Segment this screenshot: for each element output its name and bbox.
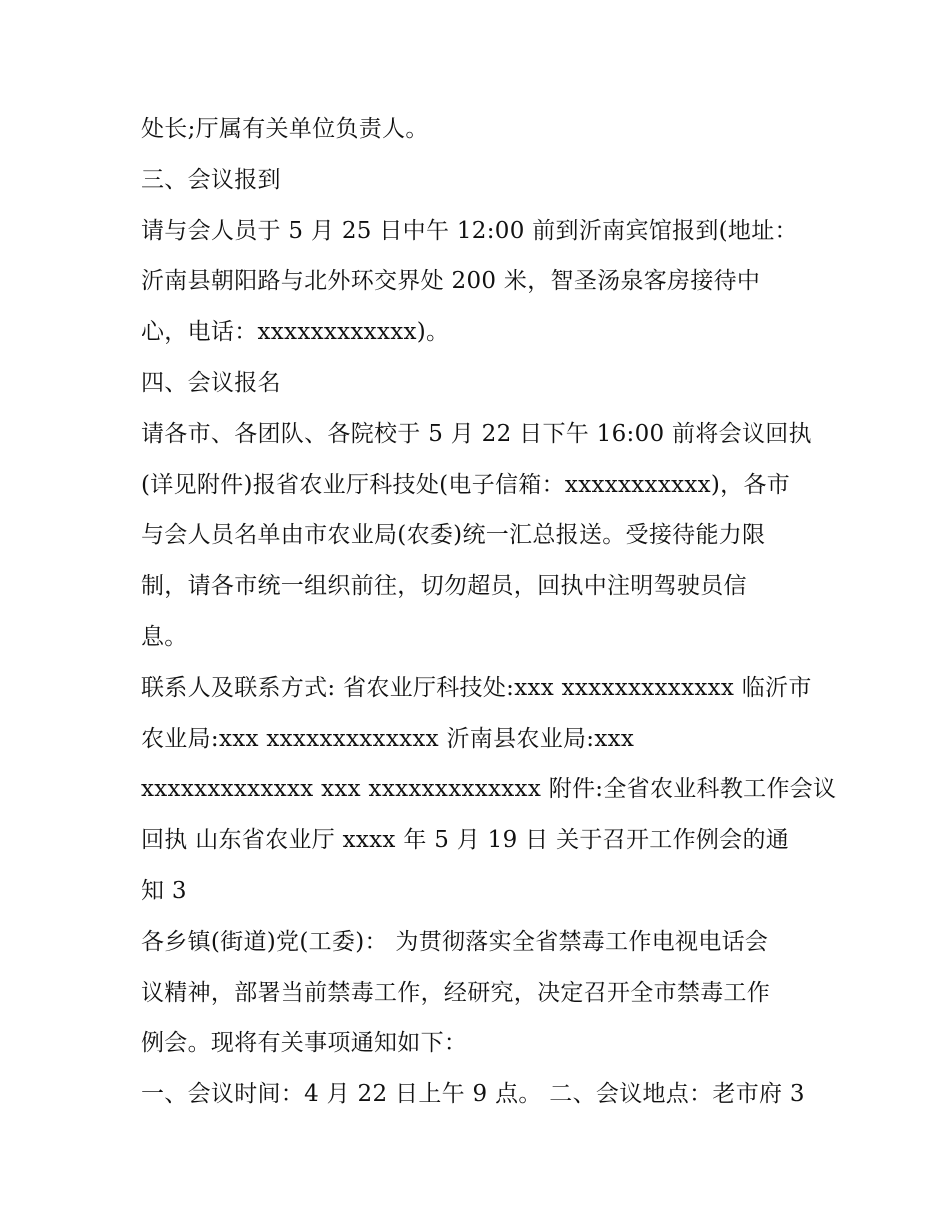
text-line: 请与会人员于 5 月 25 日中午 12:00 前到沂南宾馆报到(地址： xyxy=(141,217,798,244)
text-line: xxxxxxxxxxxxx xxx xxxxxxxxxxxxx 附件:全省农业科教工作会议 xyxy=(141,776,837,803)
text-line: (详见附件)报省农业厅科技处(电子信箱：xxxxxxxxxxx)，各市 xyxy=(141,471,791,498)
text-line: 处长;厅属有关单位负责人。 xyxy=(141,116,429,142)
text-line: 与会人员名单由市农业局(农委)统一汇总报送。受接待能力限 xyxy=(141,522,766,549)
text-line: 息。 xyxy=(141,623,188,650)
text-line: 知 3 xyxy=(141,877,187,904)
text-line: 各乡镇(街道)党(工委)： 为贯彻落实全省禁毒工作电视电话会 xyxy=(141,928,769,955)
text-line: 制，请各市统一组织前往，切勿超员，回执中注明驾驶员信 xyxy=(141,573,747,600)
text-line: 沂南县朝阳路与北外环交界处 200 米，智圣汤泉客房接待中 xyxy=(141,268,761,295)
section-heading: 四、会议报名 xyxy=(141,369,281,396)
text-line: 例会。现将有关事项通知如下： xyxy=(141,1030,468,1057)
text-line: 农业局:xxx xxxxxxxxxxxxx 沂南县农业局:xxx xyxy=(141,725,635,752)
text-line: 一、会议时间：4 月 22 日上午 9 点。 二、会议地点：老市府 3 xyxy=(141,1081,805,1108)
section-heading: 三、会议报到 xyxy=(141,166,281,193)
text-line: 联系人及联系方式: 省农业厅科技处:xxx xxxxxxxxxxxxx 临沂市 xyxy=(141,674,812,701)
document-body xyxy=(141,104,837,1120)
text-line: 回执 山东省农业厅 xxxx 年 5 月 19 日 关于召开工作例会的通 xyxy=(141,827,790,854)
text-line: 议精神，部署当前禁毒工作，经研究，决定召开全市禁毒工作 xyxy=(141,979,771,1006)
text-line: 心，电话：xxxxxxxxxxxx)。 xyxy=(141,319,450,346)
text-line: 请各市、各团队、各院校于 5 月 22 日下午 16:00 前将会议回执 xyxy=(141,420,812,447)
